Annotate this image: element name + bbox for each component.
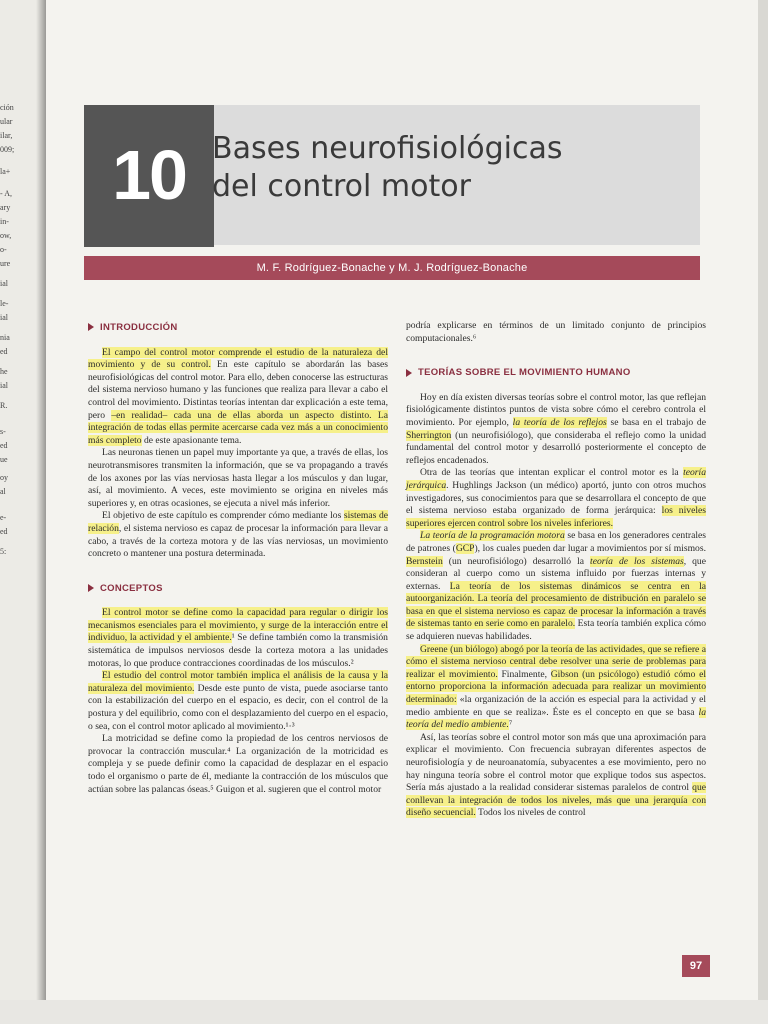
highlighted-text: Sherrington xyxy=(406,429,452,441)
margin-fragment: o- xyxy=(0,245,7,254)
margin-fragment: s- xyxy=(0,427,6,436)
heading-label: CONCEPTOS xyxy=(100,582,163,594)
theories-paragraph-1 xyxy=(406,392,706,468)
highlighted-text: El control motor se define como la capacidad para regular o dirigir los mecanismos esenciales para el movimiento, y surge de la interacción entre el individuo, la actividad y el ambiente. xyxy=(88,607,388,644)
text-span: Esta teoría también explica cómo se adquieren nuevas habilidades. xyxy=(406,618,707,643)
text-span: se basa en el trabajo de xyxy=(606,416,706,428)
theories-paragraph-5 xyxy=(406,732,706,820)
margin-fragment: 009; xyxy=(0,145,15,154)
margin-fragment: ial xyxy=(0,279,8,288)
concepts-paragraph-1 xyxy=(88,607,388,670)
highlighted-text: La teoría de la programación motora xyxy=(420,530,565,542)
text-span: ), los cuales pueden dar lugar a movimientos por sí mismos. xyxy=(474,542,706,554)
highlighted-text: los niveles superiores ejercen control sobre los niveles inferiores. xyxy=(406,505,706,529)
margin-fragment: ed xyxy=(0,527,8,536)
intro-paragraph-3 xyxy=(88,510,388,560)
highlighted-text: la teoría de los reflejos xyxy=(512,416,607,428)
margin-fragment: - A, xyxy=(0,189,12,198)
text-span: En este capítulo se abordarán las bases neurofisiológicas del control motor. Para ello, deben conocerse las estructuras del sistema nervioso humano y las funciones que realiza para llevar a cabo el control del movimiento. Distintas teorías intentan dar explicación a este tema, pero xyxy=(88,359,388,421)
text-span: , que consideran al cuerpo como un sistema influido por fuerzas internas y externas. xyxy=(406,555,706,592)
concepts-heading xyxy=(88,583,388,596)
margin-fragment: R. xyxy=(0,401,8,410)
margin-fragment: la+ xyxy=(0,167,11,176)
margin-fragment: 5: xyxy=(0,547,7,556)
page-number: 97 xyxy=(682,955,710,977)
heading-label: INTRODUCCIÓN xyxy=(100,322,178,333)
highlighted-text: Bernstein xyxy=(406,555,443,567)
highlighted-text: Greene (un biólogo) abogó por la teoría de las actividades, que se refiere a cómo el sistema nervioso central debe resolver una serie de problemas para realizar el movimiento. xyxy=(406,643,706,680)
highlighted-text: sistemas de relación xyxy=(88,510,388,534)
highlighted-text: que conllevan la integración de todos los niveles, más que una jerarquía con diseño secuencial. xyxy=(406,782,706,819)
text-span: El objetivo de este capítulo es comprender cómo mediante los xyxy=(102,510,344,522)
intro-paragraph-1 xyxy=(88,347,388,448)
text-span: Todos los niveles de control xyxy=(475,807,586,819)
text-span: Otra de las teorías que intentan explicar el control motor es la xyxy=(420,467,684,479)
text-span: se basa en los generadores centrales de patrones ( xyxy=(406,530,706,554)
text-span: ⁷ xyxy=(508,719,513,731)
margin-fragment: ow, xyxy=(0,231,12,240)
left-column xyxy=(88,322,388,796)
text-span: de este apasionante tema. xyxy=(141,434,242,446)
theories-heading xyxy=(406,367,706,380)
margin-fragment: ue xyxy=(0,455,8,464)
margin-fragment: nia xyxy=(0,333,10,342)
heading-label: TEORÍAS SOBRE EL MOVIMIENTO HUMANO xyxy=(418,367,631,379)
right-column xyxy=(406,320,706,820)
margin-fragment: e- xyxy=(0,513,7,522)
theories-paragraph-4 xyxy=(406,644,706,732)
margin-fragment: al xyxy=(0,487,6,496)
margin-fragment: ción xyxy=(0,103,14,112)
book-page xyxy=(46,0,758,1000)
authors-bar: M. F. Rodríguez-Bonache y M. J. Rodríguez-Bonache xyxy=(84,256,700,280)
highlighted-text: –en realidad– cada una de ellas aborda un aspecto distinto. La integración de todas ellas permite acercarse cada vez más a un conocimiento más completo xyxy=(88,409,388,446)
margin-fragment: ary xyxy=(0,203,11,212)
highlighted-text: El campo del control motor comprende el estudio de la naturaleza del movimiento y de su control. xyxy=(88,346,388,371)
margin-fragment: oy xyxy=(0,473,8,482)
margin-fragment: ed xyxy=(0,347,8,356)
highlighted-text: Gibson (un psicólogo) estudió cómo el entorno proporciona la información adecuada para realizar un movimiento determinado: xyxy=(406,668,706,706)
highlighted-text: El estudio del control motor también implica el análisis de la causa y la naturaleza del movimiento. xyxy=(88,670,388,694)
text-span: ¹ Se define también como la transmisión sistemática de impulsos nerviosos desde la corteza motora a las unidades motoras, lo que produce contracciones coordinadas de los músculos.² xyxy=(88,632,388,669)
theories-paragraph-3 xyxy=(406,530,706,643)
highlighted-text: teoría jerárquica xyxy=(406,467,706,491)
text-span: «la organización de la acción es especial para la actividad y el medio ambiente en que se realiza». Éste es el concepto en que se basa xyxy=(406,694,706,718)
chapter-number-box xyxy=(84,105,214,247)
margin-fragment: le- xyxy=(0,299,9,308)
text-span: (un neurofisiólogo), que consideraba el reflejo como la unidad fundamental del control motor y desarrolló posteriormente el concepto de reflejos encadenados. xyxy=(406,429,706,466)
concepts-paragraph-3: La motricidad se define como la propiedad de los centros nerviosos de provocar la contracción muscular.⁴ La organización de la motricidad es compleja y se puede definir como la capacidad de desplazar en el espacio todo el organismo o parte de él, mediante la contracción de los músculos que actúan sobre las palancas óseas.⁵ Guigon et al. sugieren que el control motor xyxy=(88,733,388,795)
margin-fragment: ed xyxy=(0,441,8,450)
page-bottom-edge xyxy=(0,1000,768,1024)
margin-fragment: ure xyxy=(0,259,11,268)
chapter-number: 10 xyxy=(112,136,186,214)
highlighted-text: la teoría del medio ambiente. xyxy=(406,706,706,731)
margin-fragment: ial xyxy=(0,381,8,390)
text-span: . Hughlings Jackson (un médico) aportó, junto con otros muchos investigadores, sus conocimientos para que se desarrollara el concepto de que el sistema nervioso estaba organizado de forma jerárquica: xyxy=(406,479,706,517)
triangle-bullet-icon xyxy=(88,584,94,592)
margin-fragment: ilar, xyxy=(0,131,13,140)
theories-paragraph-2 xyxy=(406,467,706,530)
text-span: Desde este punto de vista, puede asociarse tanto con la estabilización del cuerpo en el espacio, es decir, con el control de la postura y del equilibrio, como con el desplazamiento del cuerpo en el espacio, o sea, con el control motor aplicado al movimiento.¹·³ xyxy=(88,682,388,732)
triangle-bullet-icon xyxy=(88,323,94,331)
margin-fragment: ular xyxy=(0,117,13,126)
introduction-heading xyxy=(88,322,388,335)
triangle-bullet-icon xyxy=(406,369,412,377)
concepts-paragraph-2 xyxy=(88,670,388,733)
highlighted-text: La teoría de los sistemas dinámicos se centra en la autoorganización. La teoría del procesamiento de distribución en paralelo se basa en que el sistema nervioso es capaz de procesar la información a través de sistemas tanto en serie como en paralelo. xyxy=(406,580,707,630)
text-span: Así, las teorías sobre el control motor son más que una aproximación para explicar el movimiento. Con frecuencia subrayan diferentes aspectos de neurofisiología y de neuroanatomía, subyacentes a ese movimiento, pero no hay ninguna teoría sobre el control motor que explique todos sus aspectos. Sería más ajustado a la realidad considerar sistemas paralelos de control xyxy=(406,731,706,794)
margin-fragment: he xyxy=(0,367,8,376)
margin-fragment: ial xyxy=(0,313,8,322)
margin-fragment: in- xyxy=(0,217,9,226)
chapter-title xyxy=(212,130,563,206)
continuation-paragraph: podría explicarse en términos de un limitado conjunto de principios computacionales.⁶ xyxy=(406,320,706,344)
text-span: Hoy en día existen diversas teorías sobre el control motor, las que reflejan fisiológicamente distintos puntos de vista sobre cómo el cerebro controla el movimiento. Por ejemplo, xyxy=(406,391,706,428)
highlighted-text: teoría de los sistemas xyxy=(590,555,684,567)
highlighted-text: GCP xyxy=(455,542,475,554)
chapter-title-line1: Bases neurofisiológicas xyxy=(212,131,563,166)
book-spine-edge xyxy=(758,0,768,1024)
text-span: (un neurofisiólogo) desarrolló la xyxy=(442,555,591,567)
previous-page-edge xyxy=(0,0,46,1000)
intro-paragraph-2: Las neuronas tienen un papel muy importante ya que, a través de ellas, los neurotransmisores transmiten la información, que se va propagando a través de los axones por las vías nerviosas hasta llegar a los músculos y dan lugar, así, al movimiento. A veces, este movimiento se origina en niveles más superiores y, en otras ocasiones, se ejecuta a nivel más inferior. xyxy=(88,447,388,509)
chapter-title-line2: del control motor xyxy=(212,169,471,204)
text-span: Finalmente, xyxy=(497,668,551,680)
text-span: , el sistema nervioso es capaz de procesar la información para llevar a cabo, a través de la corteza motora y de las vías nerviosas, un movimiento concreto o mantener una postura determinada. xyxy=(88,522,388,560)
